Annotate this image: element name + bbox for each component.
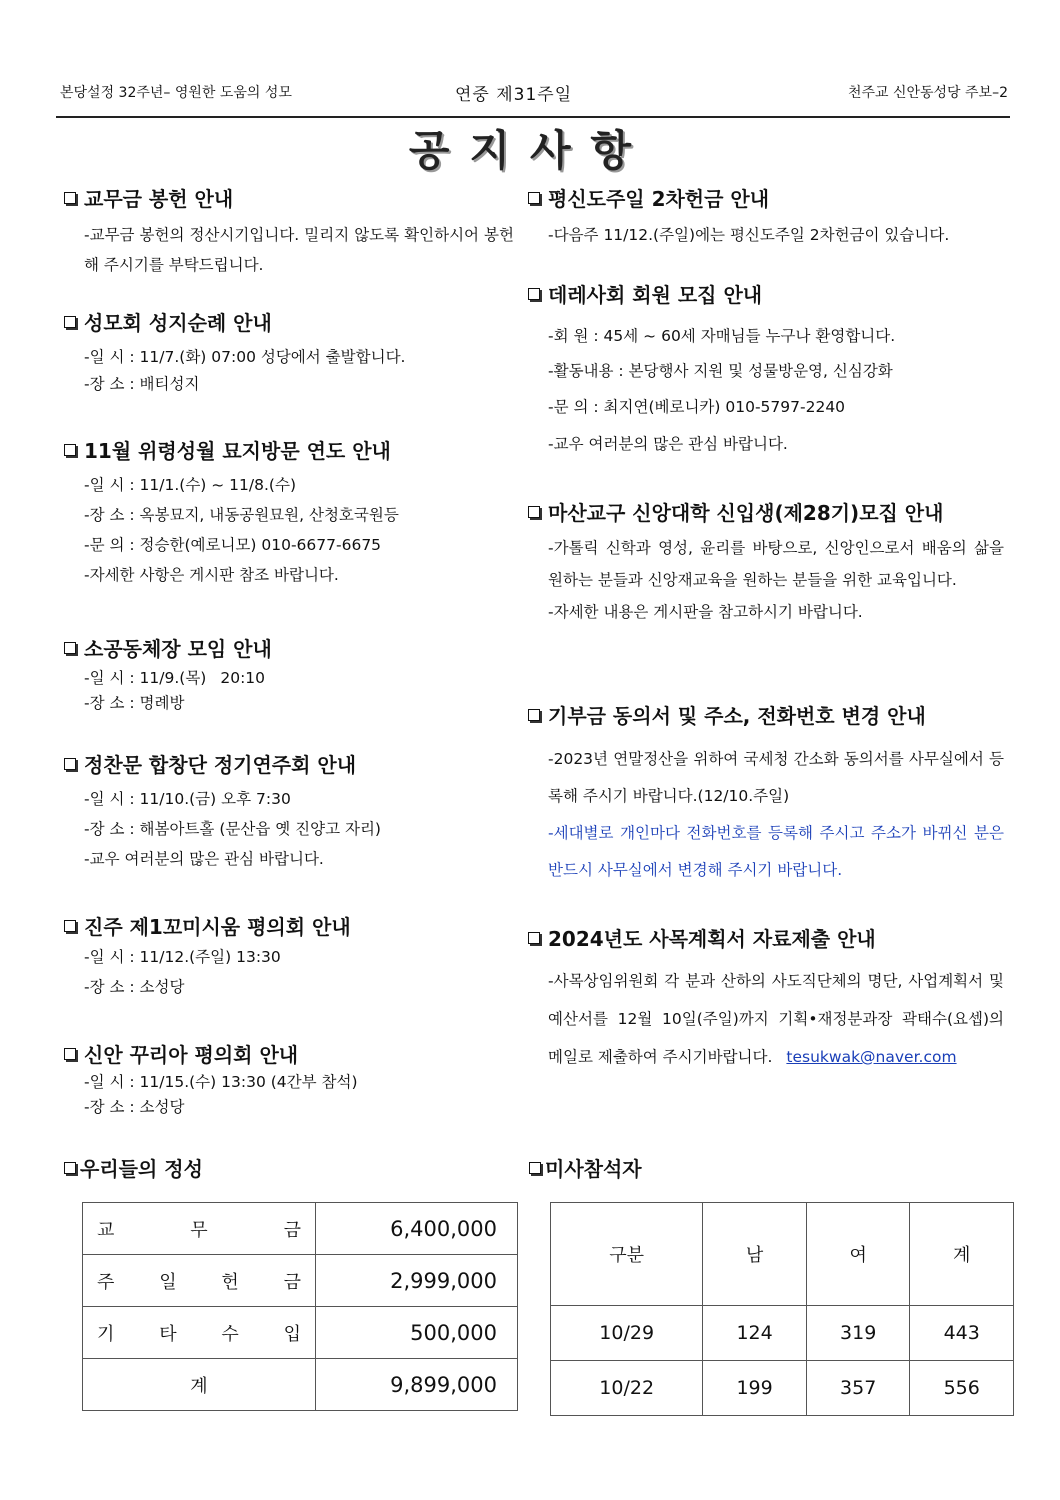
offering-label (97, 1216, 301, 1242)
offering-amount: 2,999,000 (316, 1255, 518, 1307)
offering-heading (62, 1153, 203, 1182)
label-char: 금 (283, 1271, 301, 1293)
notice-section (524, 183, 1010, 250)
label-char: 수 (221, 1323, 239, 1345)
notice-title: 소공동체장 모임 안내 (84, 637, 272, 661)
table-row (551, 1361, 1014, 1416)
label-char: 금 (283, 1219, 301, 1241)
notice-title: 기부금 동의서 및 주소, 전화번호 변경 안내 (548, 704, 926, 728)
notice-line: -장 소 : 소성당 (84, 978, 185, 996)
column-header: 계 (910, 1203, 1014, 1306)
table-row (83, 1359, 518, 1411)
notice-section (524, 279, 1010, 462)
offering-amount: 500,000 (316, 1307, 518, 1359)
header-left: 본당설정 32주년– 영원한 도움의 성모 (60, 85, 292, 101)
page-title: 공지사항 (408, 126, 652, 175)
notice-line: -자세한 내용은 게시판을 참고하시기 바랍니다. (548, 603, 863, 621)
table-cell: 556 (910, 1361, 1014, 1416)
checkbox-icon (64, 1048, 76, 1060)
checkbox-icon (528, 288, 540, 300)
label-char: 입 (283, 1323, 301, 1345)
notice-line: -장 소 : 소성당 (84, 1098, 185, 1116)
checkbox-icon (528, 506, 540, 518)
checkbox-icon (64, 316, 76, 328)
notice-line: -장 소 : 해봄아트홀 (문산읍 옛 진양고 자리) (84, 820, 381, 838)
notice-line: -장 소 : 명례방 (84, 694, 185, 712)
checkbox-icon (528, 192, 540, 204)
checkbox-icon (64, 642, 76, 654)
notice-section (60, 1039, 520, 1120)
notice-line: -문 의 : 최지연(베로니카) 010-5797-2240 (548, 398, 846, 416)
table-cell: 319 (806, 1306, 910, 1361)
attendance-heading-text: 미사참석자 (545, 1157, 642, 1181)
notice-line: -일 시 : 11/1.(수) ~ 11/8.(수) (84, 476, 296, 494)
notice-line: -다음주 11/12.(주일)에는 평신도주일 2차헌금이 있습니다. (548, 226, 950, 244)
table-cell: 443 (910, 1306, 1014, 1361)
notice-section (60, 911, 520, 1002)
notice-line: -일 시 : 11/7.(화) 07:00 성당에서 출발합니다. (84, 348, 406, 366)
notice-line (60, 666, 520, 691)
notice-title: 성모회 성지순례 안내 (84, 311, 272, 335)
attendance-table (550, 1202, 1014, 1416)
notice-section (60, 749, 520, 874)
notice-line: -일 시 : 11/12.(주일) 13:30 (84, 948, 281, 966)
table-cell: 199 (703, 1361, 807, 1416)
checkbox-icon (528, 932, 540, 944)
notice-line: -자세한 사항은 게시판 참조 바랍니다. (84, 566, 339, 584)
table-cell: 124 (703, 1306, 807, 1361)
checkbox-icon (64, 758, 76, 770)
table-row (83, 1307, 518, 1359)
notice-line: -활동내용 : 본당행사 지원 및 성물방운영, 신심강화 (548, 362, 893, 380)
notice-line: -2023년 연말정산을 위하여 국세청 간소화 동의서를 사무실에서 등록해 주시기 바랍니다.(12/10.주일) (548, 750, 1004, 805)
notice-line: -장 소 : 옥봉묘지, 내동공원묘원, 산청호국원등 (84, 506, 399, 524)
checkbox-icon (64, 1162, 76, 1174)
checkbox-icon (64, 920, 76, 932)
notice-line-highlight: -세대별로 개인마다 전화번호를 등록해 주시고 주소가 바뀌신 분은 반드시 사무실에서 변경해 주시기 바랍니다. (548, 824, 1004, 879)
notice-line-time: 20:10 (220, 669, 266, 687)
label-char: 일 (159, 1271, 177, 1293)
notice-line: -일 시 : 11/15.(수) 13:30 (4간부 참석) (84, 1073, 358, 1091)
notice-title: 신안 꾸리아 평의회 안내 (84, 1043, 299, 1067)
notice-section (524, 700, 1010, 889)
checkbox-icon (64, 444, 76, 456)
offering-total-amount: 9,899,000 (316, 1359, 518, 1411)
table-row (83, 1255, 518, 1307)
table-row (551, 1306, 1014, 1361)
label-char: 주 (97, 1271, 115, 1293)
attendance-heading (527, 1153, 642, 1182)
notice-line: -교우 여러분의 많은 관심 바랍니다. (84, 850, 324, 868)
notice-section (524, 497, 1010, 628)
notice-section (60, 435, 520, 590)
notice-title: 마산교구 신앙대학 신입생(제28기)모집 안내 (548, 501, 944, 525)
table-cell: 10/29 (551, 1306, 703, 1361)
notice-section (524, 923, 1010, 1076)
offering-total-label: 계 (83, 1359, 316, 1411)
offering-amount: 6,400,000 (316, 1203, 518, 1255)
table-cell: 357 (806, 1361, 910, 1416)
checkbox-icon (64, 192, 76, 204)
column-header: 여 (806, 1203, 910, 1306)
notice-line: -문 의 : 정승한(예로니모) 010-6677-6675 (84, 536, 382, 554)
label-char: 헌 (221, 1271, 239, 1293)
notice-title: 평신도주일 2차헌금 안내 (548, 187, 770, 211)
notice-section (60, 633, 520, 716)
label-char: 기 (97, 1323, 115, 1345)
notice-line: -장 소 : 배티성지 (84, 375, 200, 393)
label-char: 교 (97, 1219, 115, 1241)
column-header: 구분 (551, 1203, 703, 1306)
notice-line: -일 시 : 11/10.(금) 오후 7:30 (84, 790, 291, 808)
offering-label (97, 1268, 301, 1294)
notice-title: 11월 위령성월 묘지방문 연도 안내 (84, 439, 391, 463)
notice-title: 교무금 봉헌 안내 (84, 187, 234, 211)
notice-line: -가톨릭 신학과 영성, 윤리를 바탕으로, 신앙인으로서 배움의 삶을 원하는 분들과 신앙재교육을 원하는 분들을 위한 교육입니다. (548, 539, 1004, 589)
notice-line: -교무금 봉헌의 정산시기입니다. 밀리지 않도록 확인하시어 봉헌해 주시기를 부탁드립니다. (84, 226, 514, 274)
offering-heading-text: 우리들의 정성 (80, 1157, 203, 1181)
notice-line: -회 원 : 45세 ~ 60세 자매님들 누구나 환영합니다. (548, 327, 896, 345)
notice-section (60, 183, 520, 280)
notice-title: 진주 제1꼬미시움 평의회 안내 (84, 915, 351, 939)
table-header-row (551, 1203, 1014, 1306)
notice-title: 정찬문 합창단 정기연주회 안내 (84, 753, 357, 777)
notice-title: 2024년도 사목계획서 자료제출 안내 (548, 927, 876, 951)
header-right: 천주교 신안동성당 주보–2 (847, 85, 1008, 101)
checkbox-icon (529, 1162, 541, 1174)
notice-line-text: -사목상임위원회 각 분과 산하의 사도직단체의 명단, 사업계획서 및 예산서를 12월 10일(주일)까지 기획•재정분과장 곽태수(요셉)의 메일로 제출하여 주시기바랍니다. (548, 972, 1004, 1066)
notice-line-date: -일 시 : 11/9.(목) (84, 669, 207, 687)
table-cell: 10/22 (551, 1361, 703, 1416)
column-header: 남 (703, 1203, 807, 1306)
label-char: 타 (159, 1323, 177, 1345)
notice-title: 데레사회 회원 모집 안내 (548, 283, 763, 307)
offering-label (97, 1320, 301, 1346)
notice-line: -교우 여러분의 많은 관심 바랍니다. (548, 435, 788, 453)
notice-section (60, 307, 520, 397)
offering-table (82, 1202, 518, 1411)
header-center: 연중 제31주일 (455, 85, 573, 105)
table-row (83, 1203, 518, 1255)
notice-line (524, 962, 1010, 1076)
email-link[interactable]: tesukwak@naver.com (786, 1048, 957, 1066)
checkbox-icon (528, 709, 540, 721)
label-char: 무 (190, 1219, 208, 1241)
